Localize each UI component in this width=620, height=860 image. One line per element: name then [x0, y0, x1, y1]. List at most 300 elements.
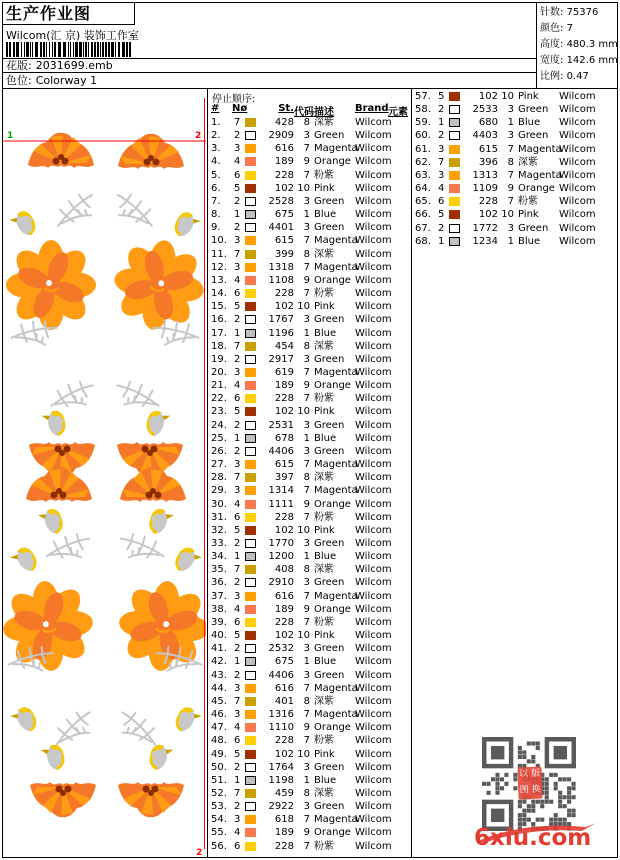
stop-index: 32. [211, 524, 227, 536]
stop-index: 29. [211, 485, 227, 497]
main-area [3, 89, 617, 857]
thread-color-swatch [245, 434, 256, 443]
end-marker-top: 2 [195, 131, 202, 141]
thread-description: Green [314, 353, 345, 365]
thread-color-swatch [245, 539, 256, 548]
thread-brand: Wilcom [355, 524, 392, 536]
stop-index: 48. [211, 735, 227, 747]
thread-brand: Wilcom [355, 209, 392, 221]
thread-code: 3 [303, 577, 310, 589]
thread-brand: Wilcom [355, 564, 392, 576]
needle-number: 3 [234, 459, 241, 471]
needle-number: 2 [234, 577, 241, 589]
needle-number: 3 [234, 143, 241, 155]
needle-number: 6 [234, 393, 241, 405]
thread-description: Orange [314, 722, 351, 734]
thread-color-swatch [245, 394, 256, 403]
motif-bud [146, 507, 175, 538]
motif-poppy [118, 134, 184, 169]
stop-row [412, 195, 617, 208]
stitch-count: 675 [274, 209, 294, 221]
stop-index: 47. [211, 722, 227, 734]
thread-color-swatch [245, 210, 256, 219]
stop-sequence-right-column [411, 89, 617, 857]
stop-index: 52. [211, 787, 227, 799]
thread-brand: Wilcom [355, 301, 392, 313]
thread-description: 粉紫 [314, 288, 334, 300]
stitch-count: 102 [274, 524, 294, 536]
needle-number: 7 [234, 117, 241, 128]
stop-row [208, 761, 411, 774]
thread-brand: Wilcom [355, 182, 392, 194]
stop-row [412, 90, 617, 103]
needle-number: 5 [234, 406, 241, 418]
motif-bud [171, 704, 202, 737]
thread-brand: Wilcom [355, 314, 392, 326]
thread-color-swatch [449, 224, 460, 233]
needle-number: 6 [234, 288, 241, 300]
thread-description: Green [518, 130, 549, 142]
needle-number: 2 [234, 195, 241, 207]
stop-index: 34. [211, 551, 227, 563]
thread-brand: Wilcom [559, 117, 596, 129]
col-header-brand: Brand [355, 103, 389, 114]
stop-index: 27. [211, 459, 227, 471]
thread-code: 7 [507, 143, 514, 155]
thread-description: Magenta [518, 143, 562, 155]
motif-bud [40, 743, 67, 773]
stitch-count: 1198 [268, 774, 294, 786]
thread-brand: Wilcom [355, 761, 392, 773]
thread-description: Magenta [314, 590, 358, 602]
needle-number: 2 [234, 445, 241, 457]
needle-number: 2 [234, 419, 241, 431]
thread-description: 深紫 [314, 340, 334, 352]
stitch-count: 228 [274, 840, 294, 852]
stitch-count: 4401 [268, 222, 294, 234]
thread-color-swatch [245, 355, 256, 364]
needle-number: 3 [234, 366, 241, 378]
thread-brand: Wilcom [355, 485, 392, 497]
thread-brand: Wilcom [355, 406, 392, 418]
stitch-count: 1764 [268, 761, 294, 773]
thread-code: 10 [297, 301, 310, 313]
pattern-file-value: 2031699.emb [35, 59, 113, 72]
stop-row [208, 458, 411, 471]
thread-color-swatch [245, 618, 256, 627]
stop-row [208, 221, 411, 234]
pattern-file-row [6, 59, 113, 72]
stop-row [208, 340, 411, 353]
stitch-count: 678 [274, 432, 294, 444]
stop-index: 62. [415, 156, 431, 168]
thread-description: 粉紫 [314, 840, 334, 852]
thread-color-swatch [245, 486, 256, 495]
stop-index: 66. [415, 209, 431, 221]
thread-brand: Wilcom [355, 577, 392, 589]
thread-color-swatch [245, 776, 256, 785]
thread-description: Green [314, 130, 345, 142]
needle-number: 6 [234, 511, 241, 523]
needle-number: 3 [234, 235, 241, 247]
thread-code: 9 [303, 380, 310, 392]
stop-row [208, 195, 411, 208]
thread-brand: Wilcom [355, 735, 392, 747]
thread-code: 3 [507, 104, 514, 116]
stitch-count: 2532 [268, 643, 294, 655]
stat-scale: 比例: 0.47 [540, 71, 589, 82]
needle-number: 4 [438, 183, 445, 195]
stop-index: 1. [211, 117, 221, 128]
thread-brand: Wilcom [355, 709, 392, 721]
stop-index: 31. [211, 511, 227, 523]
thread-code: 10 [297, 182, 310, 194]
stop-row [208, 182, 411, 195]
thread-color-swatch [245, 631, 256, 640]
stitch-count: 228 [274, 169, 294, 181]
col-header-stitches: St. [278, 103, 294, 114]
stop-index: 35. [211, 564, 227, 576]
needle-number: 3 [438, 169, 445, 181]
stop-index: 21. [211, 380, 227, 392]
stop-index: 7. [211, 195, 221, 207]
thread-code: 7 [303, 485, 310, 497]
stop-index: 18. [211, 340, 227, 352]
thread-description: Orange [314, 156, 351, 168]
stat-width: 宽度: 142.6 mm [540, 55, 618, 66]
stop-row [208, 524, 411, 537]
thread-color-swatch [449, 92, 460, 101]
thread-description: Orange [518, 183, 555, 195]
thread-description: Green [314, 195, 345, 207]
thread-code: 10 [501, 91, 514, 102]
thread-description: 粉紫 [314, 393, 334, 405]
header [3, 3, 617, 89]
thread-description: 深紫 [314, 695, 334, 707]
col-header-code: 代码 [294, 107, 314, 118]
stop-index: 14. [211, 288, 227, 300]
stop-row [208, 550, 411, 563]
thread-brand: Wilcom [355, 538, 392, 549]
thread-color-swatch [245, 657, 256, 666]
stop-row [208, 471, 411, 484]
stop-row [208, 840, 411, 853]
stop-row [412, 116, 617, 129]
thread-code: 7 [303, 169, 310, 181]
thread-color-swatch [449, 197, 460, 206]
stitch-count: 189 [274, 156, 294, 168]
thread-brand: Wilcom [559, 130, 596, 142]
thread-description: Magenta [314, 682, 358, 694]
stop-index: 23. [211, 406, 227, 418]
thread-color-swatch [245, 407, 256, 416]
stop-index: 36. [211, 577, 227, 589]
thread-description: Orange [314, 603, 351, 615]
stop-index: 20. [211, 366, 227, 378]
thread-color-swatch [449, 158, 460, 167]
thread-description: 深紫 [314, 248, 334, 260]
stop-row [208, 800, 411, 813]
stop-index: 8. [211, 209, 221, 221]
stop-row [208, 682, 411, 695]
motif-fern2 [120, 529, 163, 564]
table-column-headers [208, 103, 411, 116]
stop-index: 26. [211, 445, 227, 457]
stop-index: 15. [211, 301, 227, 313]
thread-brand: Wilcom [355, 498, 392, 510]
thread-code: 3 [303, 761, 310, 773]
thread-description: Pink [314, 301, 335, 313]
stop-index: 44. [211, 682, 227, 694]
stitch-count: 4406 [268, 669, 294, 681]
thread-brand: Wilcom [355, 169, 392, 181]
stitch-count: 1108 [268, 274, 294, 286]
stamp-char: 版 [530, 768, 541, 779]
thread-description: Magenta [314, 261, 358, 273]
thread-color-swatch [245, 671, 256, 680]
colorway-value: Colorway 1 [35, 74, 98, 87]
thread-description: 深紫 [314, 472, 334, 484]
thread-brand: Wilcom [559, 91, 596, 102]
stop-index: 45. [211, 695, 227, 707]
thread-code: 3 [303, 801, 310, 813]
thread-code: 7 [303, 393, 310, 405]
stitch-count: 428 [274, 117, 294, 128]
stop-row [412, 235, 617, 248]
stitch-count: 2528 [268, 195, 294, 207]
thread-code: 3 [303, 669, 310, 681]
thread-color-swatch [245, 802, 256, 811]
thread-brand: Wilcom [355, 801, 392, 813]
needle-number: 2 [234, 353, 241, 365]
thread-brand: Wilcom [355, 130, 392, 142]
pattern-file-label: 花版: [6, 59, 32, 72]
thread-description: Pink [314, 630, 335, 642]
thread-color-swatch [245, 736, 256, 745]
motif-bud [9, 208, 40, 241]
needle-number: 2 [438, 130, 445, 142]
col-header-index: # [211, 103, 220, 114]
thread-color-swatch [245, 144, 256, 153]
thread-brand: Wilcom [355, 222, 392, 234]
needle-number: 5 [234, 182, 241, 194]
needle-number: 3 [234, 590, 241, 602]
motif-peony [108, 234, 206, 336]
needle-number: 2 [234, 669, 241, 681]
stop-index: 65. [415, 196, 431, 208]
needle-number: 6 [234, 169, 241, 181]
thread-code: 8 [303, 787, 310, 799]
stop-row [208, 537, 411, 550]
motif-fern2 [52, 710, 94, 744]
stitch-count: 1770 [268, 538, 294, 549]
thread-color-swatch [245, 644, 256, 653]
stop-index: 10. [211, 235, 227, 247]
stitch-count: 1111 [268, 498, 294, 510]
thread-color-swatch [449, 237, 460, 246]
motif-fern2 [117, 378, 159, 411]
thread-code: 8 [303, 564, 310, 576]
stitch-count: 1313 [472, 169, 498, 181]
motif-bud [41, 409, 68, 439]
needle-number: 2 [234, 314, 241, 326]
worksheet-page [2, 2, 618, 858]
needle-number: 3 [234, 709, 241, 721]
stop-index: 41. [211, 643, 227, 655]
thread-description: 粉紫 [518, 196, 538, 208]
thread-brand: Wilcom [355, 643, 392, 655]
needle-number: 5 [234, 524, 241, 536]
stop-index: 9. [211, 222, 221, 234]
stitch-count: 615 [274, 459, 294, 471]
needle-number: 2 [234, 130, 241, 142]
stitch-count: 1316 [268, 709, 294, 721]
thread-brand: Wilcom [355, 551, 392, 563]
end-marker-bottom: 2 [196, 848, 203, 857]
needle-number: 1 [438, 117, 445, 129]
thread-code: 10 [297, 524, 310, 536]
thread-description: Blue [518, 235, 541, 247]
stop-row [208, 208, 411, 221]
needle-number: 1 [234, 656, 241, 668]
embroidery-design [3, 89, 206, 857]
thread-brand: Wilcom [559, 222, 596, 234]
stamp-char: 换 [531, 784, 541, 795]
stitch-count: 397 [274, 472, 294, 484]
needle-number: 5 [438, 209, 445, 221]
stop-index: 42. [211, 656, 227, 668]
thread-description: Blue [314, 209, 337, 221]
thread-description: Orange [314, 380, 351, 392]
stitch-count: 399 [274, 248, 294, 260]
needle-number: 2 [234, 538, 241, 549]
watermark [474, 815, 604, 851]
stop-index: 57. [415, 91, 431, 102]
thread-brand: Wilcom [559, 183, 596, 195]
needle-number: 5 [234, 630, 241, 642]
thread-description: 深紫 [314, 117, 334, 128]
thread-code: 7 [303, 735, 310, 747]
stitch-count: 102 [478, 209, 498, 221]
thread-color-swatch [245, 131, 256, 140]
stop-row [412, 143, 617, 156]
thread-color-swatch [245, 250, 256, 259]
stop-rows-right [412, 90, 617, 248]
stop-row [208, 774, 411, 787]
thread-brand: Wilcom [355, 143, 392, 155]
thread-color-swatch [245, 710, 256, 719]
col-header-needle: Nø [232, 103, 248, 114]
stop-index: 28. [211, 472, 227, 484]
thread-color-swatch [245, 565, 256, 574]
thread-brand: Wilcom [355, 195, 392, 207]
stop-row [208, 248, 411, 261]
thread-brand: Wilcom [355, 419, 392, 431]
thread-color-swatch [245, 789, 256, 798]
thread-code: 10 [501, 209, 514, 221]
stitch-count: 454 [274, 340, 294, 352]
stitch-count: 408 [274, 564, 294, 576]
thread-color-swatch [245, 315, 256, 324]
thread-code: 3 [507, 130, 514, 142]
stitch-count: 102 [274, 630, 294, 642]
thread-code: 3 [507, 222, 514, 234]
stitch-count: 1318 [268, 261, 294, 273]
stamp-char: 以 [519, 769, 529, 780]
col-header-description: 描述 [314, 107, 334, 118]
needle-number: 4 [234, 274, 241, 286]
thread-code: 9 [303, 498, 310, 510]
thread-brand: Wilcom [355, 748, 392, 760]
motif-bud [147, 743, 174, 773]
thread-description: Magenta [314, 143, 358, 155]
needle-number: 1 [234, 551, 241, 563]
thread-code: 3 [303, 445, 310, 457]
thread-color-swatch [245, 473, 256, 482]
stop-row [208, 392, 411, 405]
stop-sequence-title: 停止顺序: [212, 94, 256, 105]
stop-index: 4. [211, 156, 221, 168]
thread-brand: Wilcom [355, 393, 392, 405]
thread-description: 深紫 [518, 156, 538, 168]
stitch-count: 102 [478, 91, 498, 102]
stitch-count: 2910 [268, 577, 294, 589]
thread-brand: Wilcom [355, 695, 392, 707]
thread-color-swatch [245, 381, 256, 390]
stitch-count: 189 [274, 380, 294, 392]
stop-index: 33. [211, 538, 227, 549]
needle-number: 7 [234, 787, 241, 799]
thread-brand: Wilcom [355, 156, 392, 168]
stitch-count: 616 [274, 682, 294, 694]
needle-number: 2 [234, 801, 241, 813]
thread-code: 7 [303, 366, 310, 378]
needle-number: 1 [234, 774, 241, 786]
thread-code: 7 [303, 288, 310, 300]
thread-brand: Wilcom [355, 235, 392, 247]
stitch-count: 1110 [268, 722, 294, 734]
stop-row [208, 629, 411, 642]
thread-description: Green [314, 669, 345, 681]
stop-index: 39. [211, 616, 227, 628]
thread-brand: Wilcom [559, 196, 596, 208]
motif-peony [6, 240, 96, 330]
thread-brand: Wilcom [559, 209, 596, 221]
colorway-row [6, 74, 97, 87]
thread-color-swatch [245, 368, 256, 377]
needle-number: 7 [234, 340, 241, 352]
stitch-count: 616 [274, 143, 294, 155]
thread-code: 8 [303, 472, 310, 484]
thread-code: 1 [303, 551, 310, 563]
stop-index: 63. [415, 169, 431, 181]
thread-brand: Wilcom [355, 432, 392, 444]
thread-description: Pink [314, 524, 335, 536]
thread-brand: Wilcom [355, 814, 392, 826]
thread-brand: Wilcom [559, 104, 596, 116]
motif-bud [38, 507, 67, 538]
stop-index: 58. [415, 104, 431, 116]
thread-code: 3 [303, 643, 310, 655]
stitch-count: 102 [274, 406, 294, 418]
thread-color-swatch [245, 578, 256, 587]
needle-number: 2 [234, 761, 241, 773]
thread-color-swatch [245, 592, 256, 601]
thread-description: Green [518, 222, 549, 234]
thread-brand: Wilcom [355, 840, 392, 852]
needle-number: 6 [234, 616, 241, 628]
stop-row [208, 708, 411, 721]
